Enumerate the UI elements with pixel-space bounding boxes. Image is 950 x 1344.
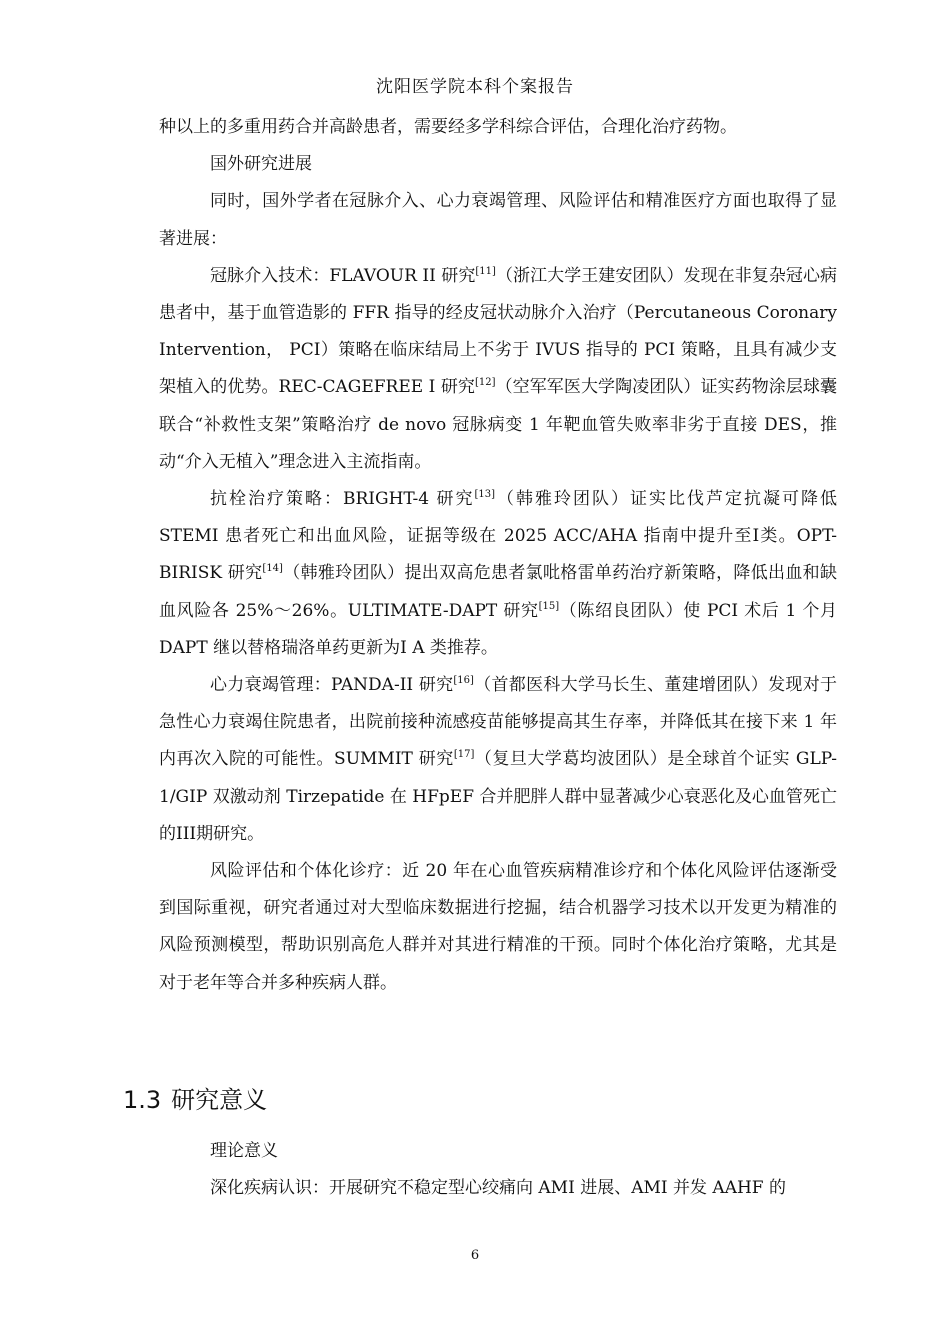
subheading-foreign-research: 国外研究进展	[210, 154, 312, 175]
citation-ref: [16]	[453, 675, 474, 687]
section-number: 1.3	[123, 1086, 162, 1114]
paragraph-heart-failure: 心力衰竭管理：PANDA-II 研究[16]（首都医科大学马长生、董建增团队）发现对于急性心力衰竭住院患者，出院前接种流感疫苗能够提高其生存率，并降低其在接下来 1 年内再次入院的可能性。SUMMIT 研究[17]（复旦大学葛均波团队）是全球首个证实 GLP-1/GIP 双激动剂 Tirzepatide 在 HFpEF 合并肥胖人群中显著减少心衰恶化及心血管死亡的III期研究。	[159, 675, 838, 844]
citation-ref: [12]	[474, 377, 496, 389]
section-heading	[123, 1080, 267, 1115]
section-title: 研究意义	[171, 1086, 268, 1114]
paragraph-continuation: 种以上的多重用药合并高龄患者，需要经多学科综合评估，合理化治疗药物。	[159, 117, 737, 137]
paragraph-antithrombotic: 抗栓治疗策略：BRIGHT-4 研究[13]（韩雅玲团队）证实比伐芦定抗凝可降低 STEMI 患者死亡和出血风险，证据等级在 2025 ACC/AHA 指南中提升至Ⅰ类。OPT-BIRISK 研究[14]（韩雅玲团队）提出双高危患者氯吡格雷单药治疗新策略，降低出血和缺血风险各 25%～26%。ULTIMATE-DAPT 研究[15]（陈绍良团队）使 PCI 术后 1 个月 DAPT 继以替格瑞洛单药更新为Ⅰ A 类推荐。	[159, 489, 838, 658]
paragraph-intro: 同时，国外学者在冠脉介入、心力衰竭管理、风险评估和精准医疗方面也取得了显著进展：	[159, 191, 837, 249]
section-text	[159, 1133, 837, 1207]
citation-ref: [11]	[475, 265, 496, 277]
subheading-theoretical-significance: 理论意义	[210, 1141, 278, 1161]
main-text	[159, 109, 837, 1002]
page-number: 6	[470, 1248, 480, 1263]
page-header: 沈阳医学院本科个案报告	[376, 77, 574, 97]
paragraph-risk-assessment: 风险评估和个体化诊疗：近 20 年在心血管疾病精准诊疗和个体化风险评估逐渐受到国际重视，研究者通过对大型临床数据进行挖掘，结合机器学习技术以开发更为精准的风险预测模型，帮助识别高危人群并对其进行精准的干预。同时个体化治疗策略，尤其是对于老年等合并多种疾病人群。	[159, 861, 837, 993]
citation-ref: [17]	[453, 749, 475, 761]
citation-ref: [13]	[474, 489, 496, 501]
paragraph-coronary-intervention: 冠脉介入技术：FLAVOUR II 研究[11]（浙江大学王建安团队）发现在非复杂冠心病患者中，基于血管造影的 FFR 指导的经皮冠状动脉介入治疗（Percutaneous Coronary Intervention， PCI）策略在临床结局上不劣于 IVUS 指导的 PCI 策略，且具有减少支架植入的优势。REC-CAGEFREE I 研究[12]（空军军医大学陶凌团队）证实药物涂层球囊联合“补救性支架”策略治疗 de novo 冠脉病变 1 年靶血管失败率非劣于直接 DES，推动“介入无植入”理念进入主流指南。	[159, 265, 837, 472]
citation-ref: [14]	[262, 563, 283, 575]
paragraph-deepen-understanding: 深化疾病认识：开展研究不稳定型心绞痛向 AMI 进展、AMI 并发 AAHF 的	[210, 1178, 786, 1199]
citation-ref: [15]	[538, 600, 560, 612]
